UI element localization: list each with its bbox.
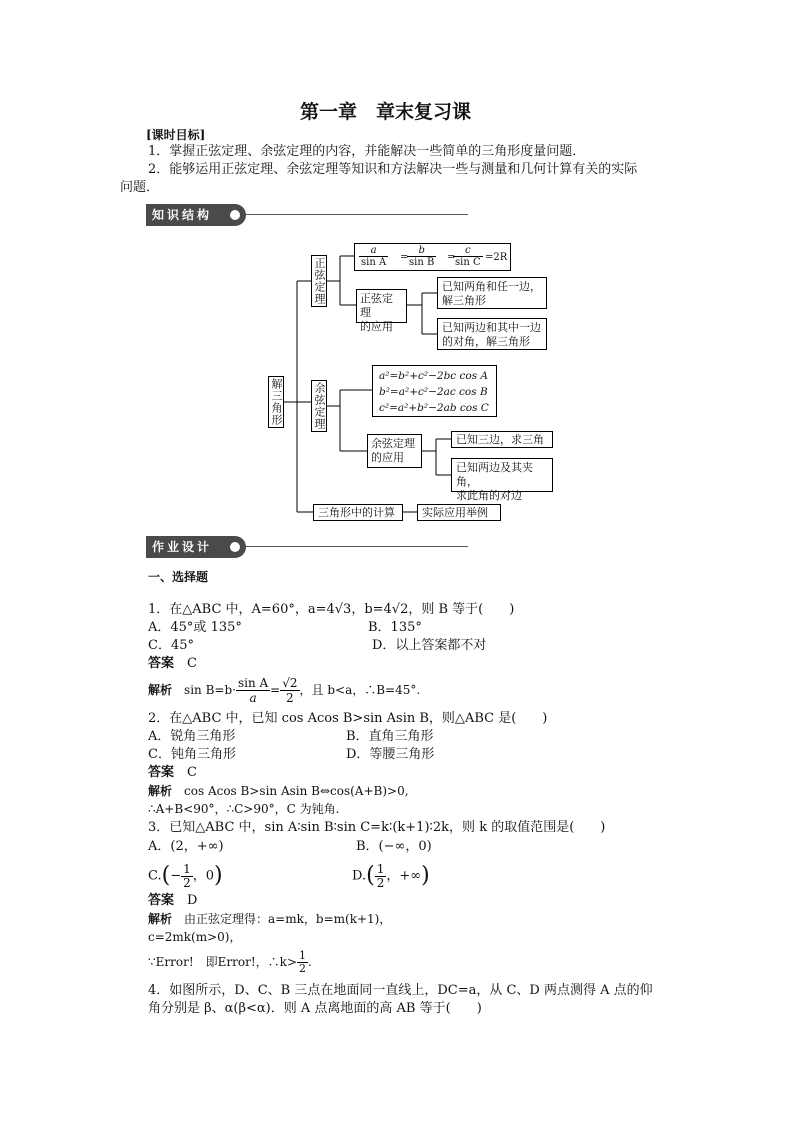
q1-option-b: B．135°: [368, 620, 422, 635]
bullet-icon: [230, 210, 240, 220]
q3-explanation-1: 解析 由正弦定理得：a=mk，b=m(k+1)，: [148, 912, 392, 926]
section-header-homework: [146, 536, 468, 558]
q3-explanation-3: ∵Error! 即Error!，∴k> $\frac{1}{2}$ .: [148, 949, 312, 975]
q2-option-c: C．钝角三角形: [148, 747, 236, 762]
q1-option-d: D．以上答案都不对: [372, 638, 487, 653]
q3-option-d: D.( $\frac{1}{2}$ ，+∞): [352, 861, 430, 890]
q4-line-1: 4．如图所示，D、C、B 三点在地面同一直线上，DC=a，从 C、D 两点测得 A 点的仰: [148, 983, 653, 998]
q1-option-a: A．45°或 135°: [148, 620, 242, 635]
goal-2-cont: 问题．: [120, 180, 160, 195]
node-cos-app-2: 已知两边及其夹角， 求此角的对边: [451, 458, 553, 492]
divider: [246, 214, 468, 215]
node-sine-law: 正弦定理: [313, 257, 326, 305]
node-cos-app: 余弦定理 的应用: [367, 434, 422, 468]
q3-answer: 答案 D: [148, 893, 198, 908]
goal-2: 2．能够运用正弦定理、余弦定理等知识和方法解决一些与测量和几何计算有关的实际: [148, 162, 638, 177]
node-practice: 实际应用举例: [417, 504, 501, 521]
q2-explanation-1: 解析 cos Acos B>sin Asin B⇔cos(A+B)>0,: [148, 784, 409, 798]
node-root: 解三角形: [270, 378, 283, 426]
q3-option-a: A．(2，+∞): [148, 839, 224, 854]
node-cos-law: 余弦定理: [313, 382, 326, 430]
divider: [246, 546, 468, 547]
node-sine-app-1: 已知两角和任一边， 解三角形: [437, 277, 547, 309]
q1-explanation: 解析 sin B=b· $\frac{\text{sin A}}{a}$ = $\frac{√2}{2}$ ，且 b<a，∴B=45°.: [148, 676, 421, 705]
node-sine-app: 正弦定理 的应用: [356, 289, 407, 323]
node-cos-app-1: 已知三边，求三角: [451, 431, 553, 448]
q2-option-b: B．直角三角形: [346, 729, 434, 744]
q3-explanation-2: c=2mk(m>0)，: [148, 930, 242, 944]
q2-option-d: D．等腰三角形: [346, 747, 435, 762]
q2-answer: 答案 C: [148, 765, 197, 780]
page-title: 第一章 章末复习课: [300, 101, 472, 123]
goal-1: 1．掌握正弦定理、余弦定理的内容，并能解决一些简单的三角形度量问题．: [148, 144, 586, 159]
q4-line-2: 角分别是 β、α(β<α)．则 A 点离地面的高 AB 等于( ): [148, 1001, 482, 1016]
node-sine-app-2: 已知两边和其中一边 的对角，解三角形: [437, 318, 547, 350]
goals-label: [课时目标]: [146, 128, 206, 142]
node-cos-formulas: a²=b²+c²−2bc cos A b²=a²+c²−2ac cos B c²=a²+b²−2ab cos C: [372, 365, 497, 417]
q3-option-c: C.(− $\frac{1}{2}$ ，0): [148, 861, 223, 890]
node-calc: 三角形中的计算: [313, 504, 403, 521]
q2-explanation-2: ∴A+B<90°，∴C>90°，C 为钝角.: [148, 802, 340, 816]
section-header-knowledge: [146, 204, 468, 226]
section-tag: 作业设计: [146, 536, 246, 558]
q1-answer: 答案 C: [148, 656, 197, 671]
q3-option-b: B．(−∞，0): [356, 839, 432, 854]
part-heading: 一、选择题: [148, 570, 209, 584]
q2-option-a: A．锐角三角形: [148, 729, 236, 744]
node-sine-formula: $\frac{a}{\text{sin A}}$ = $\frac{b}{\text{sin B}}$ = $\frac{c}{\text{sin C}}$ =2R: [354, 243, 511, 271]
section-tag: 知识结构: [146, 204, 246, 226]
q1-option-c: C．45°: [148, 638, 194, 653]
q2-stem: 2．在△ABC 中，已知 cos Acos B>sin Asin B，则△ABC 是( ): [148, 711, 548, 726]
q3-stem: 3．已知△ABC 中，sin A∶sin B∶sin C=k∶(k+1)∶2k，则 k 的取值范围是( ): [148, 820, 606, 835]
q1-stem: 1．在△ABC 中，A=60°，a=4√3，b=4√2，则 B 等于( ): [148, 602, 515, 617]
bullet-icon: [230, 542, 240, 552]
